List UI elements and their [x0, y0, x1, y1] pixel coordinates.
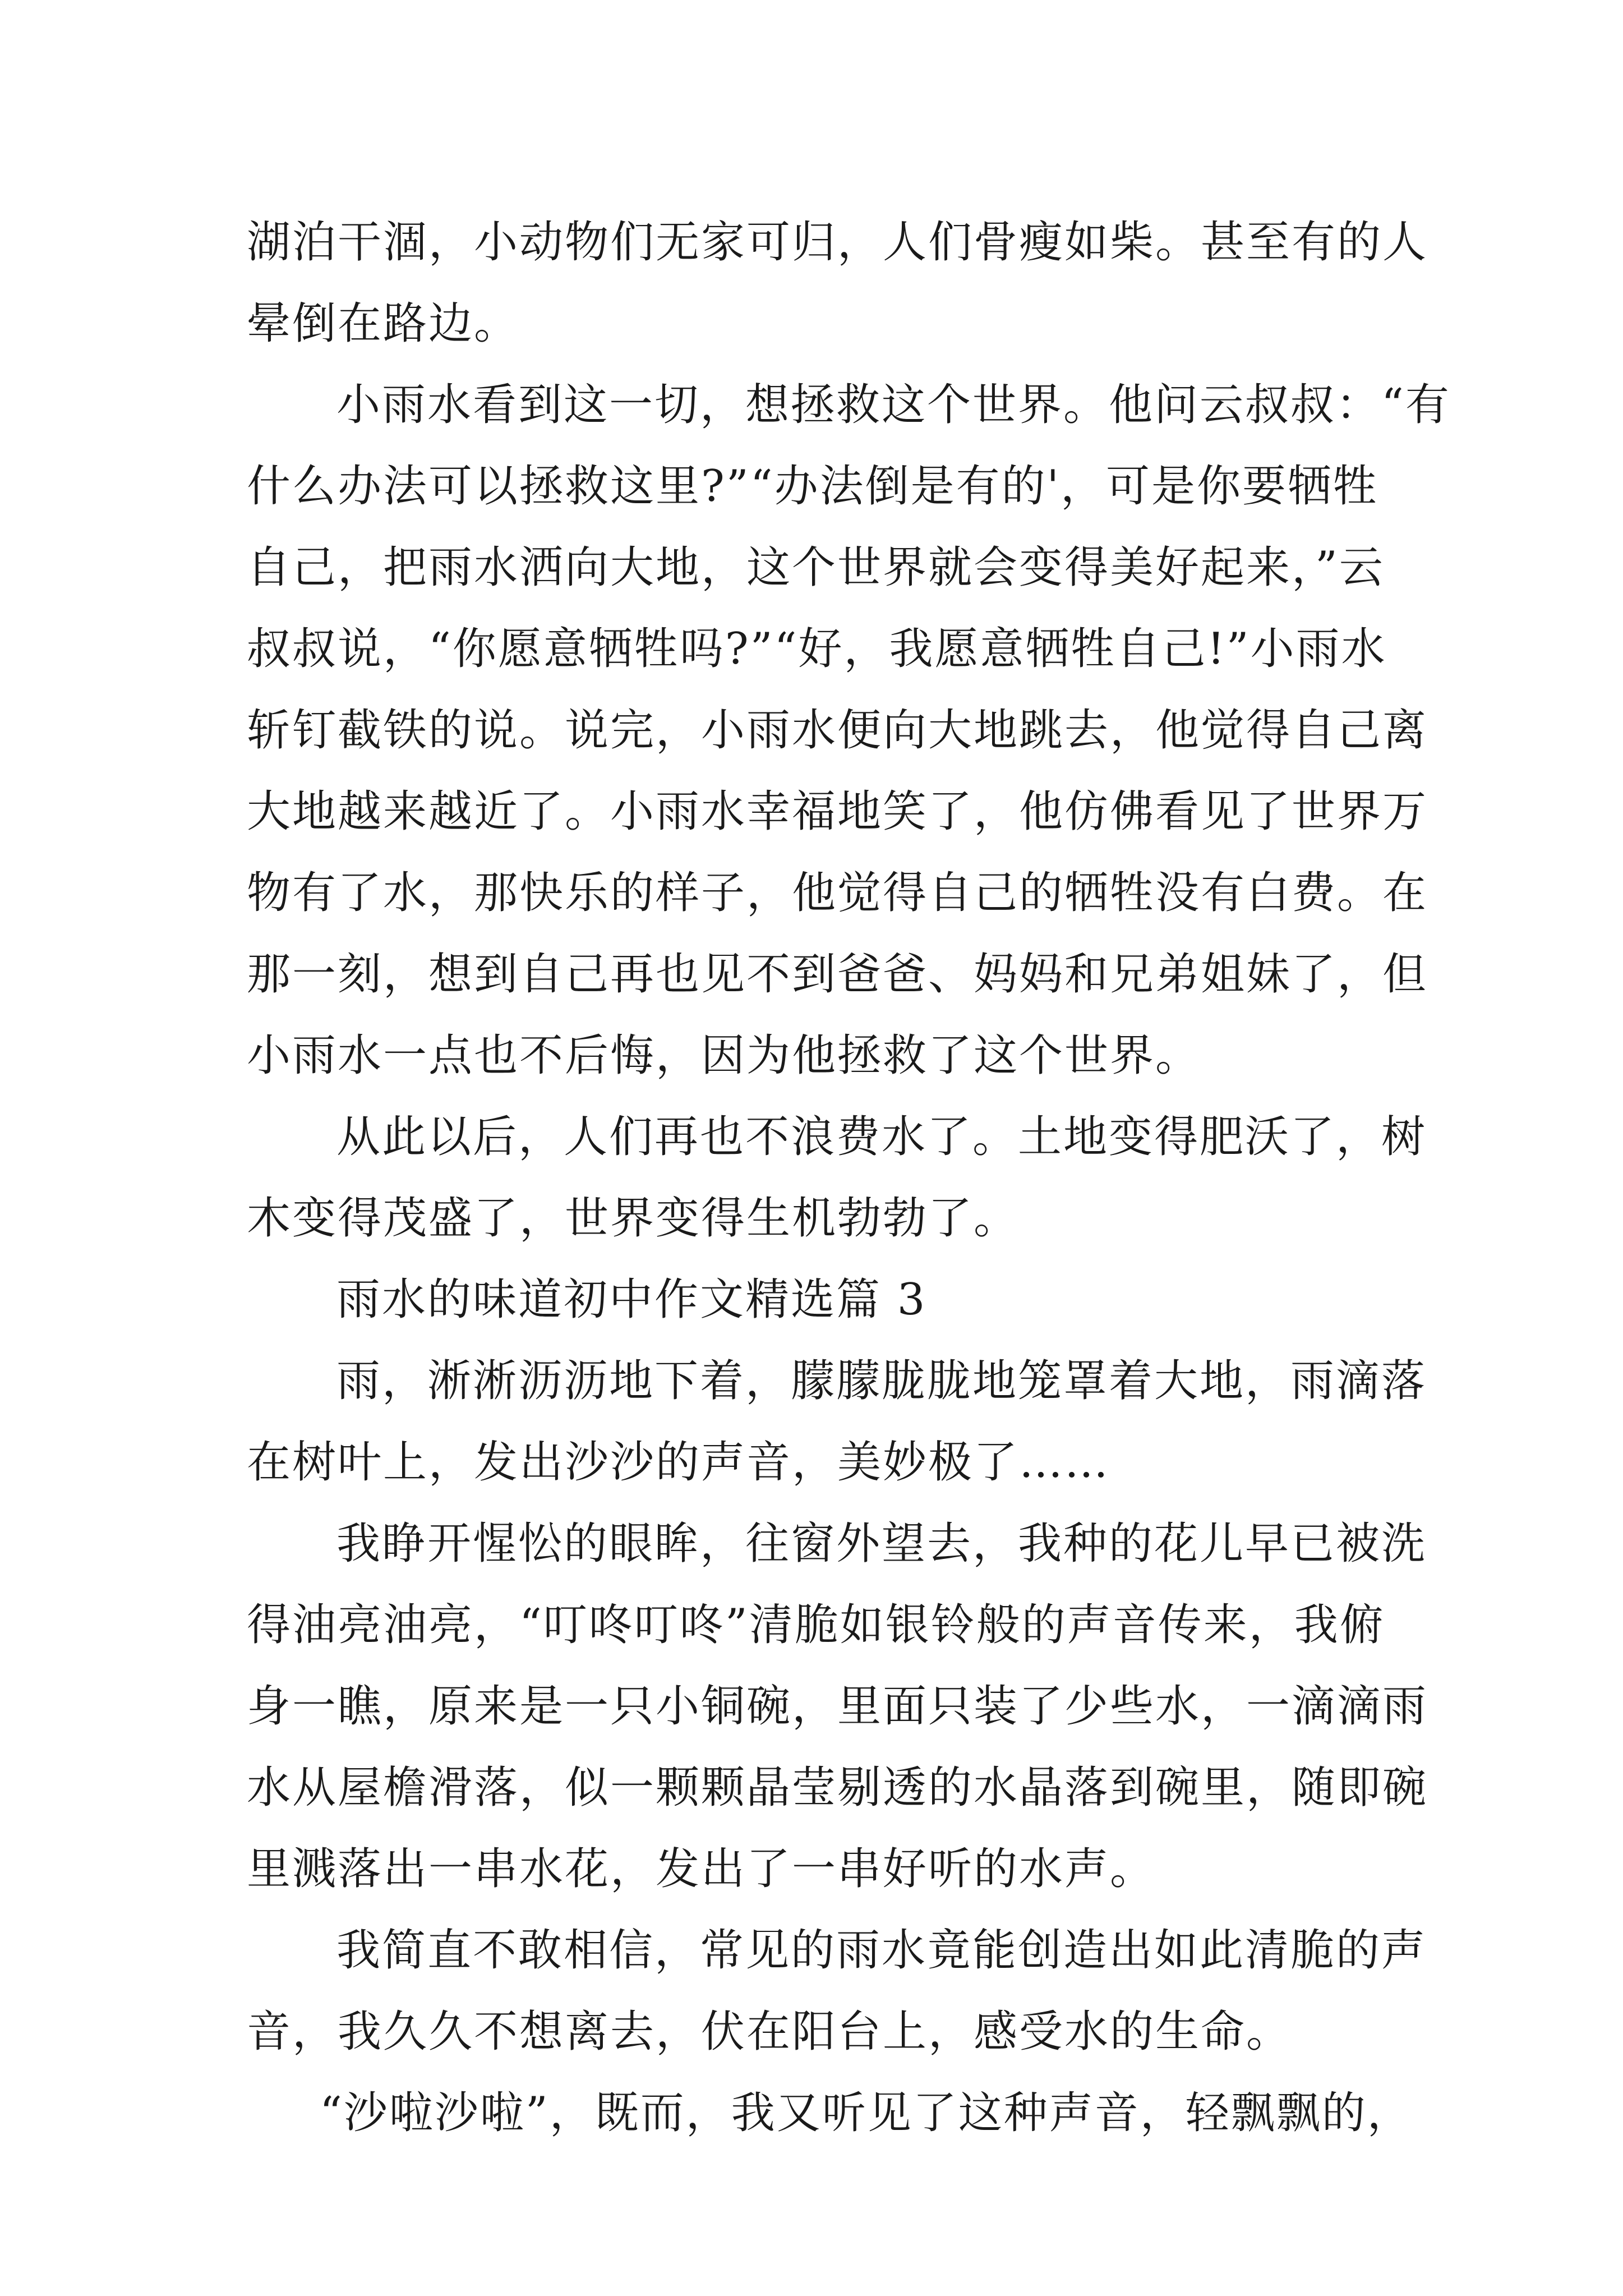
text-line: 里溅落出一串水花，发出了一串好听的水声。 — [247, 1844, 1156, 1894]
text-line: 湖泊干涸，小动物们无家可归，人们骨瘦如柴。甚至有的人 — [247, 217, 1428, 268]
document-body — [247, 202, 1451, 2154]
text-line: 小雨水一点也不后悔，因为他拯救了这个世界。 — [247, 1030, 1201, 1081]
text-line: 物有了水，那快乐的样子，他觉得自己的牺牲没有白费。在 — [247, 868, 1428, 918]
text-line: 自己，把雨水洒向大地，这个世界就会变得美好起来，”云 — [247, 542, 1385, 593]
text-line: 我简直不敢相信，常见的雨水竟能创造出如此清脆的声 — [336, 1925, 1427, 1976]
text-line: 斩钉截铁的说。说完，小雨水便向大地跳去，他觉得自己离 — [247, 705, 1428, 756]
text-line: “沙啦沙啦”，既而，我又听见了这种声音，轻飘飘的， — [320, 2088, 1413, 2138]
text-line: 从此以后，人们再也不浪费水了。土地变得肥沃了，树 — [336, 1112, 1427, 1162]
text-line: 得油亮油亮，“叮咚叮咚”清脆如银铃般的声音传来，我俯 — [247, 1600, 1385, 1650]
text-line: 身一瞧，原来是一只小铜碗，里面只装了少些水，一滴滴雨 — [247, 1681, 1428, 1732]
text-line: 音，我久久不想离去，伏在阳台上，感受水的生命。 — [247, 2007, 1292, 2057]
text-line: 晕倒在路边。 — [247, 298, 520, 349]
text-line: 水从屋檐滑落，似一颗颗晶莹剔透的水晶落到碗里，随即碗 — [247, 1763, 1428, 1813]
text-line: 那一刻，想到自己再也见不到爸爸、妈妈和兄弟姐妹了，但 — [247, 949, 1428, 1000]
text-line: 叔叔说，“你愿意牺牲吗?”“好，我愿意牺牲自己!”小雨水 — [247, 624, 1387, 674]
text-line: 什么办法可以拯救这里?”“办法倒是有的'，可是你要牺牲 — [247, 461, 1379, 512]
text-line: 木变得茂盛了，世界变得生机勃勃了。 — [247, 1193, 1020, 1244]
text-line: 小雨水看到这一切，想拯救这个世界。他问云叔叔：“有 — [336, 380, 1451, 430]
text-line: 雨，淅淅沥沥地下着，朦朦胧胧地笼罩着大地，雨滴落 — [336, 1356, 1427, 1406]
text-line: 我睁开惺忪的眼眸，往窗外望去，我种的花儿早已被洗 — [336, 1519, 1427, 1569]
text-line: 雨水的味道初中作文精选篇 3 — [336, 1274, 927, 1325]
text-line: 在树叶上，发出沙沙的声音，美妙极了…… — [247, 1437, 1110, 1488]
text-line: 大地越来越近了。小雨水幸福地笑了，他仿佛看见了世界万 — [247, 786, 1428, 837]
